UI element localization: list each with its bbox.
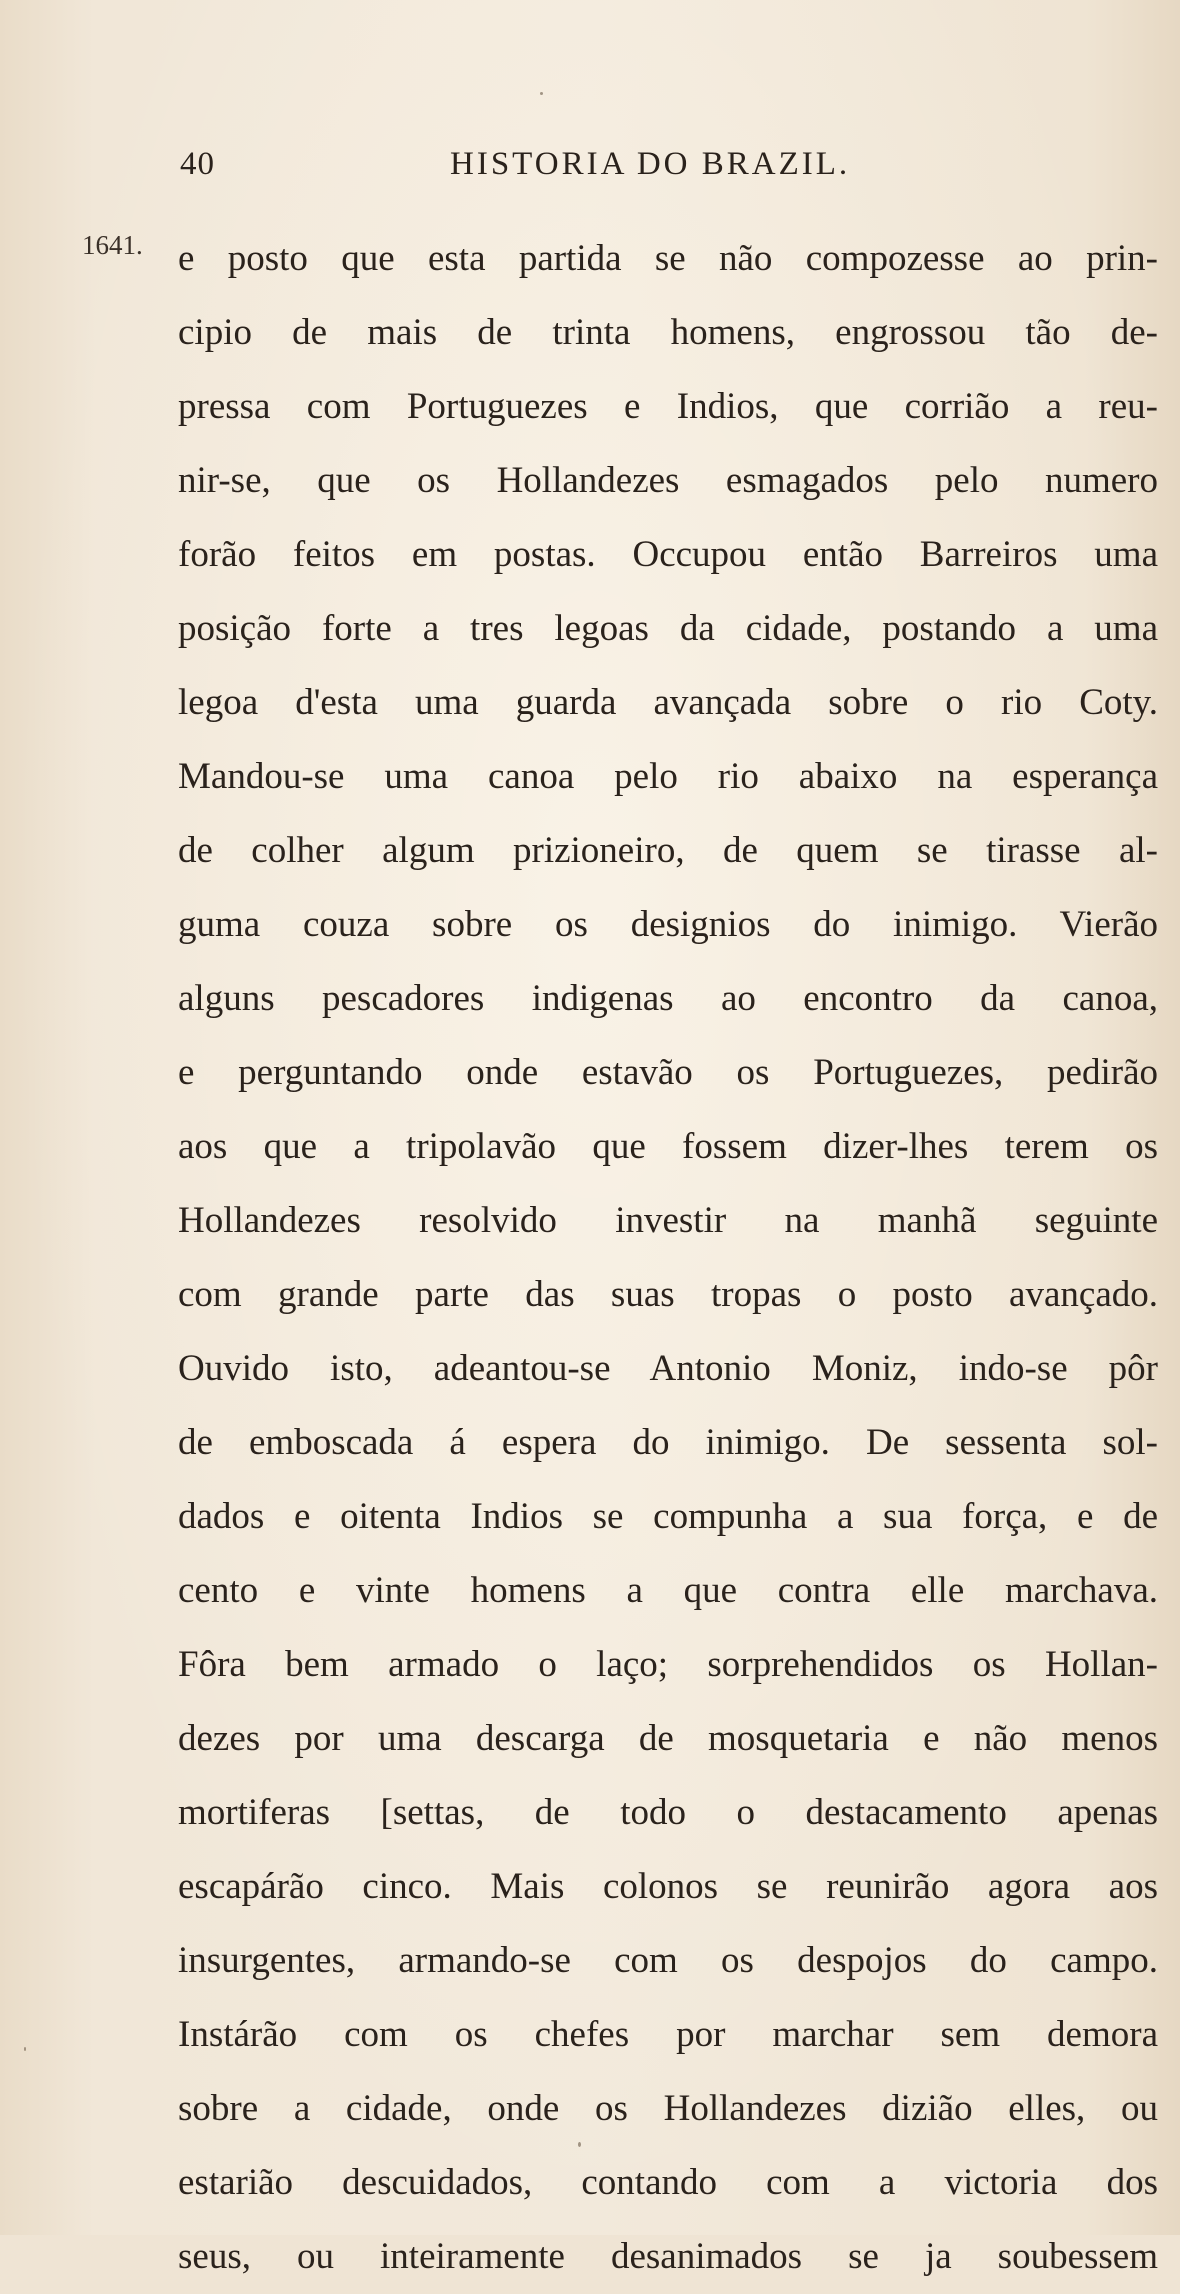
- text-line: mortiferas [settas, de todo o destacamento apenas: [178, 1792, 1158, 1833]
- text-line: Ouvido isto, adeantou-se Antonio Moniz, indo-se pôr: [178, 1348, 1158, 1389]
- page-header: [180, 146, 950, 196]
- paper-speck: [24, 2047, 26, 2051]
- text-line: cento e vinte homens a que contra elle marchava.: [178, 1570, 1158, 1611]
- text-line: com grande parte das suas tropas o posto avançado.: [178, 1274, 1158, 1315]
- text-line: Fôra bem armado o laço; sorprehendidos os Hollan-: [178, 1644, 1158, 1685]
- text-line: de emboscada á espera do inimigo. De sessenta sol-: [178, 1422, 1158, 1463]
- text-line: de colher algum prizioneiro, de quem se tirasse al-: [178, 830, 1158, 871]
- text-line: forão feitos em postas. Occupou então Barreiros uma: [178, 534, 1158, 575]
- text-line: dados e oitenta Indios se compunha a sua força, e de: [178, 1496, 1158, 1537]
- running-title: HISTORIA DO BRAZIL.: [450, 146, 851, 182]
- text-line: aos que a tripolavão que fossem dizer-lhes terem os: [178, 1126, 1158, 1167]
- paper-speck: [540, 92, 543, 95]
- text-line: insurgentes, armando-se com os despojos do campo.: [178, 1940, 1158, 1981]
- text-line: Mandou-se uma canoa pelo rio abaixo na esperança: [178, 756, 1158, 797]
- text-line: Hollandezes resolvido investir na manhã seguinte: [178, 1200, 1158, 1241]
- text-line: posição forte a tres legoas da cidade, postando a uma: [178, 608, 1158, 649]
- text-line: sobre a cidade, onde os Hollandezes dizião elles, ou: [178, 2088, 1158, 2129]
- paper-speck: [578, 2142, 581, 2147]
- text-line: e posto que esta partida se não compozesse ao prin-: [178, 238, 1158, 279]
- text-line: e perguntando onde estavão os Portuguezes, pedirão: [178, 1052, 1158, 1093]
- margin-year-note: 1641.: [82, 230, 143, 260]
- body-text: [178, 222, 1158, 2294]
- text-line: escapárão cinco. Mais colonos se reunirão agora aos: [178, 1866, 1158, 1907]
- page-number: 40: [180, 146, 215, 182]
- text-line: alguns pescadores indigenas ao encontro da canoa,: [178, 978, 1158, 1019]
- text-line: guma couza sobre os designios do inimigo. Vierão: [178, 904, 1158, 945]
- text-line: cipio de mais de trinta homens, engrossou tão de-: [178, 312, 1158, 353]
- text-line: legoa d'esta uma guarda avançada sobre o rio Coty.: [178, 682, 1158, 723]
- text-line: estarião descuidados, contando com a victoria dos: [178, 2162, 1158, 2203]
- text-line: seus, ou inteiramente desanimados se ja soubessem: [178, 2236, 1158, 2277]
- text-line: pressa com Portuguezes e Indios, que corrião a reu-: [178, 386, 1158, 427]
- text-line: Instárão com os chefes por marchar sem demora: [178, 2014, 1158, 2055]
- text-line: dezes por uma descarga de mosquetaria e não menos: [178, 1718, 1158, 1759]
- text-line: nir-se, que os Hollandezes esmagados pelo numero: [178, 460, 1158, 501]
